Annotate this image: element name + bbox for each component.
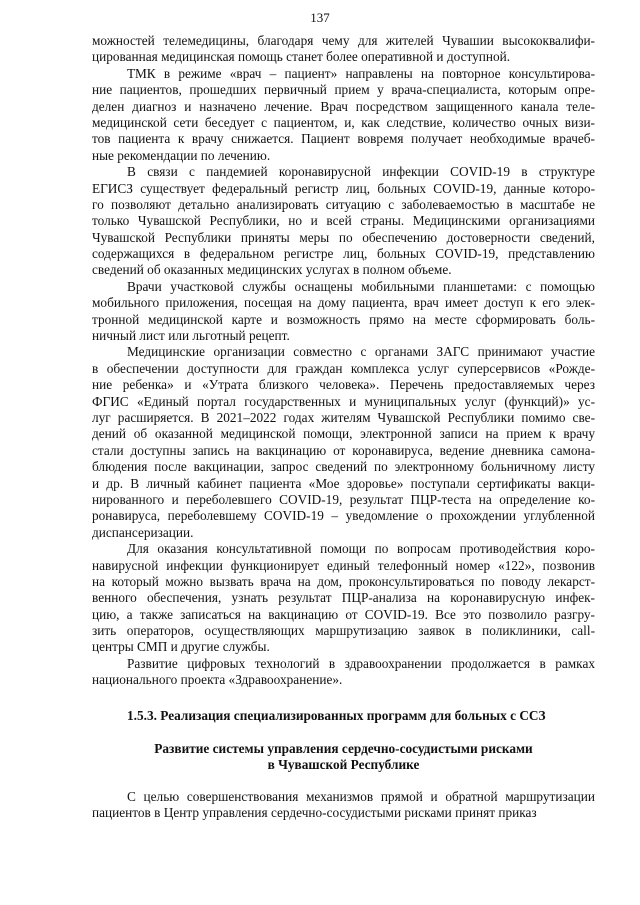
paragraph-line: ние ребенка» и «Утрата близкого человека». Перечень предоставляемых через <box>92 377 595 393</box>
paragraph-line: луг расширяется. В 2021–2022 годах жителям Чувашской Республики помимо све- <box>92 409 595 425</box>
paragraph-line: и др. В личный кабинет пациента «Мое здоровье» поступали сертификаты вакци- <box>92 475 595 491</box>
paragraph-line: ные рекомендации по лечению. <box>92 147 271 163</box>
paragraph-line: можностей телемедицины, благодаря чему для жителей Чувашии высококвалифи- <box>92 33 595 48</box>
paragraph-line: центры СМП и другие службы. <box>92 639 270 655</box>
paragraph-line: блюдения после вакцинации, запрос сведений по электронному больничному листу <box>92 459 595 475</box>
paragraph-line: навирусной инфекции функционирует единый телефонный номер «122», позвонив <box>92 557 595 573</box>
body-paragraphs <box>92 33 595 689</box>
paragraph-line: ние пациентов, прошедших первичный прием у врача-специалиста, которым опре- <box>92 82 595 98</box>
paragraph <box>92 541 595 656</box>
paragraph-line: тов пациента к врачу снижается. Пациент вовремя получает необходимые врачеб- <box>92 131 595 147</box>
section-heading: 1.5.3. Реализация специализированных программ для больных с ССЗ <box>127 707 546 723</box>
paragraph-line: цированная медицинская помощь станет более оперативной и доступной. <box>92 49 511 65</box>
paragraph-line: диспансеризации. <box>92 524 194 540</box>
paragraph-line: Для оказания консультативной помощи по вопросам противодействия коро- <box>127 541 595 557</box>
paragraph <box>92 344 595 541</box>
paragraph-line: Медицинские организации совместно с органами ЗАГС принимают участие <box>127 344 595 360</box>
paragraph-line: ронавируса, переболевшему COVID-19 – уведомление о прохождении углубленной <box>92 508 595 524</box>
paragraph-line: мобильного приложения, посещая на дому пациента, врач имеет доступ к его элек- <box>92 295 595 311</box>
paragraph-line: Чувашской Республики приняты меры по обеспечению достоверности сведений, <box>92 229 595 245</box>
paragraph-line: зить операторов, осуществляющих маршрутизацию заявок в поликлиники, call- <box>92 623 595 639</box>
paragraph <box>92 279 595 345</box>
paragraph-line: дений об оказанной медицинской помощи, электронной записи на прием к врачу <box>92 426 595 442</box>
paragraph-line: сведений об оказанных медицинских услугах в полном объеме. <box>92 262 452 278</box>
paragraph-line: ничный лист или льготный рецепт. <box>92 328 290 344</box>
page-number: 137 <box>310 10 330 25</box>
paragraph-line: национального проекта «Здравоохранение». <box>92 672 343 688</box>
paragraph-line: Врачи участковой службы оснащены мобильными планшетами: с помощью <box>127 278 595 294</box>
paragraph-line: Развитие цифровых технологий в здравоохранении продолжается в рамках <box>127 655 595 671</box>
paragraph-line: в обеспечении доступности для граждан комплекса услуг суперсервисов «Рожде- <box>92 360 595 376</box>
paragraph <box>92 66 595 164</box>
paragraph-line: пациентов в Центр управления сердечно-сосудистыми рисками принят приказ <box>92 805 537 821</box>
paragraph-line: стали доступны запись на вакцинацию от коронавируса, ведение дневника самона- <box>92 442 595 458</box>
paragraph-line: ФГИС «Единый портал государственных и муниципальных услуг (функций)» ус- <box>92 393 595 409</box>
paragraph-line: цию, а также записаться на вакцинацию от COVID-19. Все это позволило разгру- <box>92 606 595 622</box>
sub-heading <box>92 741 595 774</box>
paragraph-line: го позволяют детально анализировать ситуацию с заболеваемостью в масштабе не <box>92 196 595 212</box>
paragraph-line: С целью совершенствования механизмов прямой и обратной маршрутизации <box>127 788 595 804</box>
paragraph-line: медицинской сети беседует с пациентом, и, как следствие, количество очных визи- <box>92 114 595 130</box>
paragraph-line: только Чувашской Республики, но и всей страны. Медицинскими организациями <box>92 213 595 229</box>
paragraph-line: венного обеспечения, узнать результат ПЦР-анализа на коронавирусную инфек- <box>92 590 595 606</box>
paragraph <box>92 656 595 689</box>
final-paragraph <box>92 789 595 822</box>
paragraph-line: делен диагноз и назначено лечение. Врач посредством защищенного канала теле- <box>92 98 595 114</box>
paragraph <box>92 789 595 822</box>
document-body <box>92 33 595 822</box>
paragraph-line: на который можно вызвать врача на дом, проконсультироваться по поводу лекарст- <box>92 573 595 589</box>
paragraph <box>92 33 595 66</box>
paragraph <box>92 164 595 279</box>
sub-heading-line: Развитие системы управления сердечно-сосудистыми рисками <box>154 741 533 757</box>
sub-heading-line: в Чувашской Республике <box>267 757 420 773</box>
paragraph-line: В связи с пандемией коронавирусной инфекции COVID-19 в структуре <box>127 164 595 180</box>
paragraph-line: содержащихся в федеральном регистре лиц, больных COVID-19, представлению <box>92 246 595 262</box>
paragraph-line: ТМК в режиме «врач – пациент» направлены на повторное консультирова- <box>127 65 595 81</box>
paragraph-line: ЕГИСЗ существует федеральный регистр лиц, больных COVID-19, данные которо- <box>92 180 595 196</box>
paragraph-line: нированного и переболевшего COVID-19, результат ПЦР-теста на определение ко- <box>92 491 595 507</box>
paragraph-line: тронной медицинской карте и возможность прямо на месте сформировать боль- <box>92 311 595 327</box>
